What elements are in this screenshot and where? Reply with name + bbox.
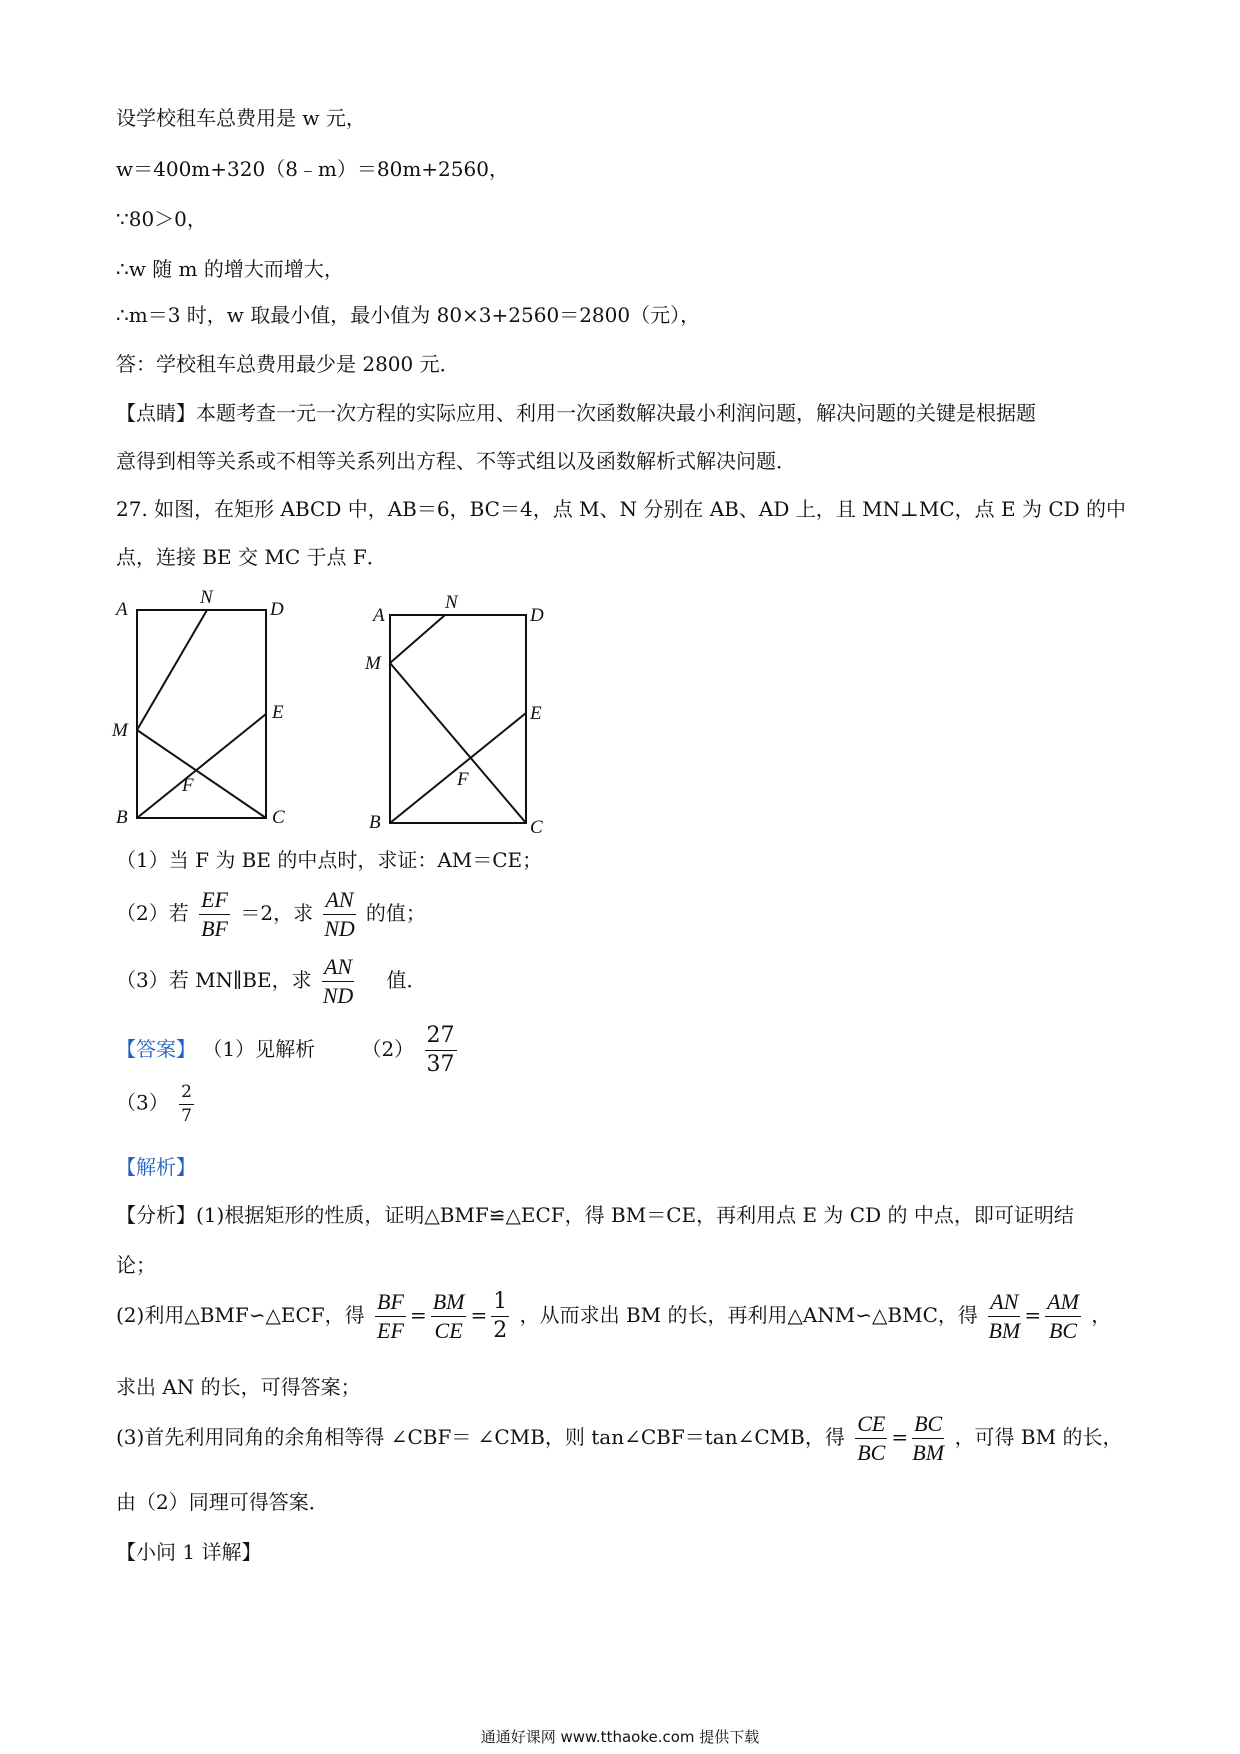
analysis-line: 【分析】(1)根据矩形的性质，证明△BMF≌△ECF，得 BM＝CE，再利用点 E 为 CD 的 中点，即可证明结 bbox=[116, 1203, 1074, 1227]
label-a: A bbox=[373, 605, 385, 626]
label-m: M bbox=[112, 720, 128, 741]
frac-num: AN bbox=[322, 955, 354, 982]
text-line: ∴m＝3 时，w 取最小值，最小值为 80×3+2560＝2800（元）， bbox=[116, 303, 701, 327]
label-d: D bbox=[270, 599, 284, 620]
fraction-an-nd bbox=[323, 888, 355, 941]
text-line: 设学校租车总费用是 w 元， bbox=[116, 106, 366, 130]
analysis-line: 求出 AN 的长，可得答案； bbox=[116, 1375, 361, 1399]
frac-num: AN bbox=[323, 888, 355, 915]
text-line: 答：学校租车总费用最少是 2800 元． bbox=[116, 352, 460, 376]
analysis-line: 由（2）同理可得答案． bbox=[116, 1490, 329, 1514]
analysis-3-suffix: ，可得 BM 的长， bbox=[954, 1425, 1123, 1450]
fraction-bm-ce bbox=[431, 1290, 467, 1343]
text-line: ∴w 随 m 的增大而增大， bbox=[116, 257, 344, 281]
frac-num: BC bbox=[912, 1412, 944, 1439]
segment-be bbox=[390, 713, 526, 823]
sub2-middle: ＝2，求 bbox=[240, 901, 314, 926]
fraction-an-bm bbox=[988, 1290, 1020, 1343]
segment-mn bbox=[137, 610, 207, 730]
question-27-line: 27. 如图，在矩形 ABCD 中，AB＝6，BC＝4，点 M、N 分别在 AB、AD 上，且 MN⊥MC，点 E 为 CD 的中 bbox=[116, 497, 1127, 521]
subquestion-2 bbox=[116, 888, 426, 941]
analysis-2-prefix: (2)利用△BMF∽△ECF，得 bbox=[116, 1303, 365, 1328]
subquestion-1: （1）当 F 为 BE 的中点时，求证：AM＝CE； bbox=[116, 848, 543, 872]
fraction-ef-bf bbox=[199, 888, 230, 941]
fraction-am-bc bbox=[1045, 1290, 1081, 1343]
sub3-prefix: （3）若 MN∥BE，求 bbox=[116, 968, 312, 993]
analysis-line-2: (2)利用△BMF∽△ECF，得 $\frac{BF}{EF}$ = $\frac{BM}{CE}$ = $\frac{1}{2}$ ，从而求出 BM 的长，再利用△ANM∽△BMC，得 $\frac{AN}{BM}$ = $\frac{AM}{BC}$ ， bbox=[116, 1289, 1112, 1344]
answer-label: 【答案】 bbox=[116, 1037, 196, 1062]
label-f: F bbox=[457, 769, 469, 790]
frac-den: ND bbox=[324, 916, 355, 942]
fraction-bf-ef bbox=[375, 1290, 406, 1343]
label-f: F bbox=[182, 775, 194, 796]
fraction-ce-bc bbox=[855, 1412, 887, 1465]
frac-num: 2 bbox=[179, 1083, 194, 1105]
label-c: C bbox=[530, 817, 543, 838]
frac-num: BF bbox=[375, 1290, 406, 1317]
fraction-an-nd bbox=[322, 955, 354, 1008]
analysis-2-middle: ，从而求出 BM 的长，再利用△ANM∽△BMC，得 bbox=[519, 1303, 978, 1328]
figure-left bbox=[110, 580, 310, 840]
frac-num: AN bbox=[988, 1290, 1020, 1317]
fraction-answer-2 bbox=[425, 1024, 457, 1077]
frac-den: 2 bbox=[493, 1318, 508, 1344]
label-c: C bbox=[272, 807, 285, 828]
label-m: M bbox=[365, 653, 381, 674]
comment-line: 意得到相等关系或不相等关系列出方程、不等式组以及函数解析式解决问题． bbox=[116, 449, 796, 473]
analysis-3-prefix: (3)首先利用同角的余角相等得 ∠CBF＝ ∠CMB，则 tan∠CBF＝tan∠CMB，得 bbox=[116, 1425, 845, 1450]
footer-text: 通通好课网 www.tthaoke.com 提供下载 bbox=[480, 1728, 760, 1746]
analysis-2-suffix: ， bbox=[1091, 1303, 1112, 1328]
answer-2-label: （2） bbox=[361, 1037, 415, 1062]
sub3-suffix: 值． bbox=[386, 968, 427, 993]
frac-num: AM bbox=[1045, 1290, 1081, 1317]
frac-num: EF bbox=[199, 888, 230, 915]
frac-den: 7 bbox=[181, 1105, 192, 1126]
segment-mc bbox=[390, 663, 526, 823]
segment-mn bbox=[390, 615, 445, 663]
analysis-line: 论； bbox=[116, 1253, 156, 1277]
frac-den: CE bbox=[434, 1318, 463, 1344]
frac-den: 37 bbox=[426, 1052, 455, 1078]
label-n: N bbox=[445, 592, 458, 613]
label-d: D bbox=[530, 605, 544, 626]
fraction-one-half bbox=[491, 1290, 509, 1343]
label-b: B bbox=[116, 807, 128, 828]
subquestion-detail-heading: 【小问 1 详解】 bbox=[116, 1540, 262, 1564]
sub2-suffix: 的值； bbox=[365, 901, 426, 926]
fraction-answer-3 bbox=[179, 1083, 194, 1125]
frac-num: 27 bbox=[425, 1024, 457, 1051]
segment-be bbox=[137, 714, 266, 818]
fraction-bc-bm bbox=[912, 1412, 944, 1465]
answer-line bbox=[116, 1024, 461, 1077]
frac-den: BC bbox=[857, 1440, 886, 1466]
label-e: E bbox=[530, 703, 542, 724]
label-b: B bbox=[369, 812, 381, 833]
analysis-line-3: (3)首先利用同角的余角相等得 ∠CBF＝ ∠CMB，则 tan∠CBF＝tan∠CMB，得 $\frac{CE}{BC}$ = $\frac{BC}{BM}$ ，可得 BM 的长， bbox=[116, 1411, 1123, 1466]
rectangle-abcd bbox=[137, 610, 266, 818]
frac-den: BM bbox=[988, 1318, 1021, 1344]
question-27-line: 点，连接 BE 交 MC 于点 F． bbox=[116, 545, 387, 569]
sub2-prefix: （2）若 bbox=[116, 901, 189, 926]
frac-den: BM bbox=[912, 1440, 945, 1466]
label-n: N bbox=[200, 587, 213, 608]
frac-den: EF bbox=[377, 1318, 404, 1344]
answer-1: （1）见解析 bbox=[202, 1037, 316, 1062]
frac-den: BF bbox=[201, 916, 228, 942]
text-line: w＝400m+320（8﹣m）＝80m+2560， bbox=[116, 157, 509, 181]
frac-num: BM bbox=[431, 1290, 467, 1317]
segment-mc bbox=[137, 730, 266, 818]
frac-num: CE bbox=[855, 1412, 887, 1439]
frac-den: ND bbox=[322, 983, 354, 1009]
analysis-heading: 【解析】 bbox=[116, 1155, 196, 1179]
subquestion-3 bbox=[116, 955, 426, 1008]
label-e: E bbox=[272, 702, 284, 723]
frac-num: 1 bbox=[491, 1290, 509, 1317]
figure-right bbox=[365, 585, 565, 845]
comment-line: 【点睛】本题考查一元一次方程的实际应用、利用一次函数解决最小利润问题，解决问题的关键是根据题 bbox=[116, 401, 1036, 425]
answer-3-label: （3） bbox=[116, 1090, 169, 1115]
frac-den: BC bbox=[1048, 1318, 1078, 1344]
answer-3-line bbox=[116, 1083, 198, 1125]
text-line: ∵80＞0， bbox=[116, 207, 207, 231]
label-a: A bbox=[116, 599, 128, 620]
